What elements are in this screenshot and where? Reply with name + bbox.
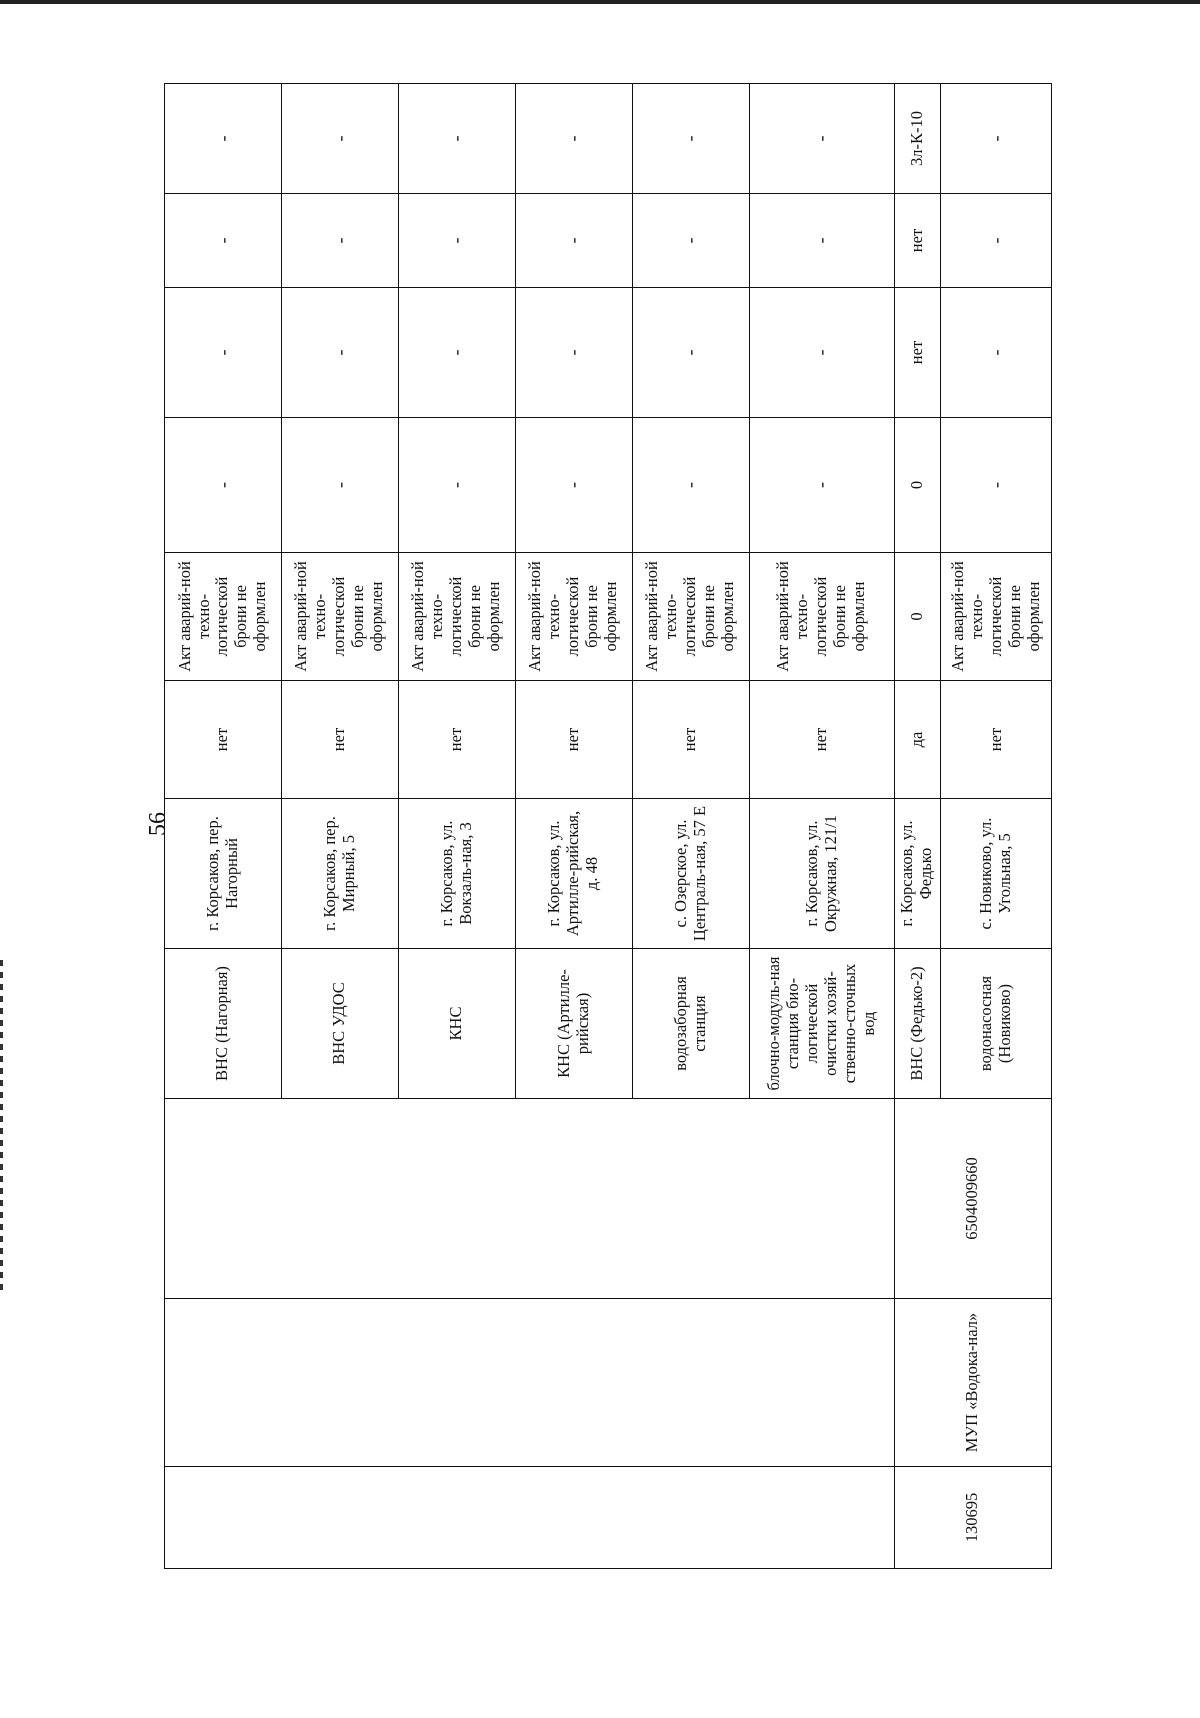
value-cell-2: - xyxy=(941,288,1052,418)
org-id: 130695 xyxy=(894,1467,1051,1569)
value-cell-2: - xyxy=(515,288,632,418)
page-number: 56 xyxy=(145,812,171,836)
table-rotation-wrapper xyxy=(164,84,1052,1569)
value-cell-1: - xyxy=(165,418,282,553)
table-row xyxy=(894,84,940,1569)
object-name: КНС xyxy=(398,949,515,1099)
object-name: водозаборная станция xyxy=(632,949,749,1099)
left-scan-edge xyxy=(0,960,3,1290)
act-status: Акт аварий-ной техно-логической брони не оформлен xyxy=(165,553,282,681)
act-status: Акт аварий-ной техно-логической брони не оформлен xyxy=(281,553,398,681)
object-flag: нет xyxy=(515,681,632,799)
object-name: ВНС (Федько-2) xyxy=(894,949,940,1099)
act-status: Акт аварий-ной техно-логической брони не оформлен xyxy=(398,553,515,681)
value-cell-4: - xyxy=(281,84,398,194)
value-cell-1: 0 xyxy=(894,418,940,553)
value-cell-4: - xyxy=(165,84,282,194)
value-cell-3: - xyxy=(632,194,749,288)
object-address: с. Озерское, ул. Централь-ная, 57 Е xyxy=(632,799,749,949)
object-address: г. Корсаков, ул. Окружная, 121/1 xyxy=(749,799,894,949)
object-name: водонасосная (Новиково) xyxy=(941,949,1052,1099)
org-name-cell xyxy=(165,1299,895,1467)
value-cell-1: - xyxy=(941,418,1052,553)
object-name: КНС (Артилле-рийская) xyxy=(515,949,632,1099)
org-id-cell xyxy=(165,1467,895,1569)
org-inn: 6504009660 xyxy=(894,1099,1051,1299)
object-address: г. Корсаков, ул. Вокзаль-ная, 3 xyxy=(398,799,515,949)
value-cell-1: - xyxy=(749,418,894,553)
value-cell-2: - xyxy=(281,288,398,418)
value-cell-4: - xyxy=(398,84,515,194)
value-cell-1: - xyxy=(398,418,515,553)
object-name: ВНС УДОС xyxy=(281,949,398,1099)
value-cell-1: - xyxy=(632,418,749,553)
object-address: г. Корсаков, пер. Мирный, 5 xyxy=(281,799,398,949)
value-cell-3: - xyxy=(515,194,632,288)
object-flag: нет xyxy=(165,681,282,799)
org-name: МУП «Водока-нал» xyxy=(894,1299,1051,1467)
table-row xyxy=(165,84,282,1569)
value-cell-2: - xyxy=(749,288,894,418)
value-cell-3: - xyxy=(749,194,894,288)
value-cell-4: - xyxy=(515,84,632,194)
value-cell-4: 3л-К-10 xyxy=(894,84,940,194)
value-cell-2: нет xyxy=(894,288,940,418)
object-address: г. Корсаков, ул. Артилле-рийская, д. 48 xyxy=(515,799,632,949)
value-cell-3: - xyxy=(398,194,515,288)
act-status: Акт аварий-ной техно-логической брони не оформлен xyxy=(749,553,894,681)
object-flag: нет xyxy=(281,681,398,799)
value-cell-3: - xyxy=(941,194,1052,288)
org-inn-cell xyxy=(165,1099,895,1299)
value-cell-3: - xyxy=(281,194,398,288)
value-cell-2: - xyxy=(398,288,515,418)
value-cell-4: - xyxy=(749,84,894,194)
object-address: г. Корсаков, пер. Нагорный xyxy=(165,799,282,949)
object-name: ВНС (Нагорная) xyxy=(165,949,282,1099)
value-cell-4: - xyxy=(632,84,749,194)
value-cell-4: - xyxy=(941,84,1052,194)
object-address: г. Корсаков, ул. Федько xyxy=(894,799,940,949)
object-flag: нет xyxy=(398,681,515,799)
act-status: 0 xyxy=(894,553,940,681)
object-flag: нет xyxy=(749,681,894,799)
top-scan-edge xyxy=(0,0,1200,4)
value-cell-2: - xyxy=(632,288,749,418)
object-flag: нет xyxy=(941,681,1052,799)
act-status: Акт аварий-ной техно-логической брони не оформлен xyxy=(941,553,1052,681)
object-name: блочно-модуль-ная станция био-логической очистки хозяй-ственно-сточных вод xyxy=(749,949,894,1099)
act-status: Акт аварий-ной техно-логической брони не оформлен xyxy=(515,553,632,681)
value-cell-1: - xyxy=(515,418,632,553)
object-flag: нет xyxy=(632,681,749,799)
value-cell-3: - xyxy=(165,194,282,288)
object-address: с. Новиково, ул. Угольная, 5 xyxy=(941,799,1052,949)
act-status: Акт аварий-ной техно-логической брони не оформлен xyxy=(632,553,749,681)
object-flag: да xyxy=(894,681,940,799)
register-table xyxy=(164,83,1052,1569)
value-cell-3: нет xyxy=(894,194,940,288)
value-cell-2: - xyxy=(165,288,282,418)
value-cell-1: - xyxy=(281,418,398,553)
rotated-table-frame xyxy=(164,84,1052,1569)
